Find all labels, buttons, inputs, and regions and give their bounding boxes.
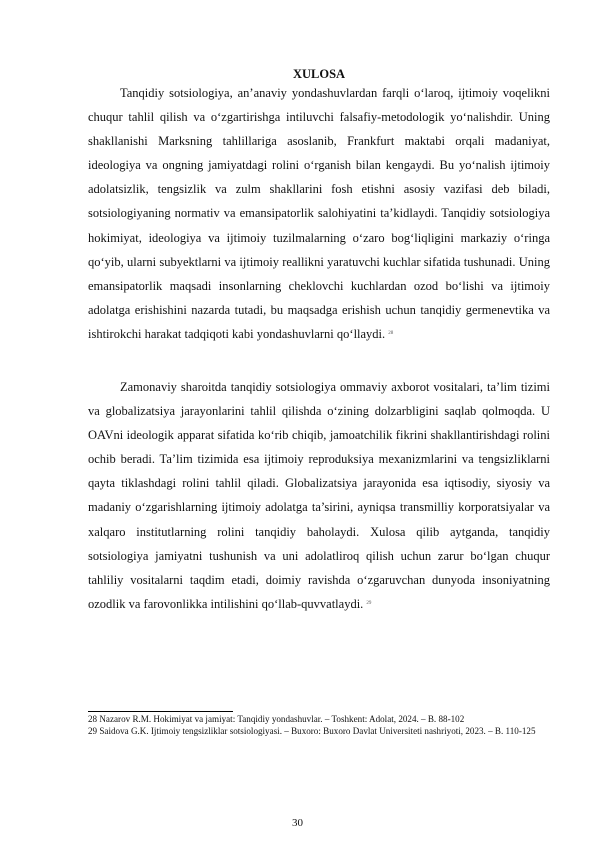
section-title: XULOSA [292,67,346,81]
body-paragraph-1 [88,81,550,346]
footnote-divider [88,711,233,712]
footnotes [88,714,550,737]
footnote-29: 29 Saidova G.K. Ijtimoiy tengsizliklar sotsiologiyasi. – Buxoro: Buxoro Davlat Universiteti nashriyoti, 2023. – B. 110-125 [88,725,536,736]
footnote-28: 28 Nazarov R.M. Hokimiyat va jamiyat: Tanqidiy yondashuvlar. – Toshkent: Adolat, 2024. – B. 88-102 [88,714,465,724]
paragraph-2-text: Zamonaviy sharoitda tanqidiy sotsiologiya ommaviy axborot vositalari, ta’lim tizimi va globalizatsiya jarayonlarini tahlil qilishda o‘zining dolzarbligini saqlab qolmoqda. U OAVni ideologik apparat sifatida ko‘rib chiqib, jamoatchilik fikrini shakllantirishdagi rolini ochib beradi. Ta’lim tizimida esa ijtimoiy reproduksiya mexanizmlarini va tengsizliklarni qayta tiklashdagi rolini tahlil qiladi. Globalizatsiya jarayonida esa iqtisodiy, siyosiy va madaniy o‘zgarishlarning ijtimoiy adolatga ta’sirini, ayniqsa transmilliy korporatsiyalar va xalqaro institutlarning rolini tanqidiy baholaydi. Xulosa qilib aytganda, tanqidiy sotsiologiya jamiyatni tushunish va uni adolatliroq qilish uchun zarur bo‘lgan chuqur tahliliy vositalarni taqdim etadi, doimiy ravishda o‘zgaruvchan dunyoda insoniyatning ozodlik va farovonlikka intilishini qo‘llab-quvvatlaydi. [88,380,550,611]
body-paragraph-2 [88,375,550,616]
page-number: 30 [292,817,303,829]
footnote-ref-29[interactable]: 29 [366,600,372,606]
footnote-ref-28[interactable]: 28 [388,330,394,336]
paragraph-1-text: Tanqidiy sotsiologiya, an’anaviy yondashuvlardan farqli o‘laroq, ijtimoiy voqelikni chuqur tahlil qilish va o‘zgartirishga intiluvchi falsafiy-metodologik yo‘nalishdir. Uning shakllanishi Marksning tahlillariga asoslanib, Frankfurt maktabi orqali madaniyat, ideologiya va ongning jamiyatdagi rolini o‘rganish bilan kengaydi. Bu yo‘nalish ijtimoiy adolatsizlik, tengsizlik va zulm shakllarini fosh etishni asosiy vazifasi deb biladi, sotsiologiyaning normativ va emansipatorlik salohiyatini ta’kidlaydi. Tanqidiy sotsiologiya hokimiyat, ideologiya va ijtimoiy tuzilmalarning o‘zaro bog‘liqligini markaziy o‘ringa qo‘yib, ularni subyektlarni va ijtimoiy reallikni yaratuvchi kuchlar sifatida tushunadi. Uning emansipatorlik maqsadi insonlarning cheklovchi kuchlardan ozod bo‘lishi va ijtimoiy adolatga erishishini nazarda tutadi, bu maqsadga erishish uchun tanqidiy germenevtika va ishtirokchi harakat tadqiqoti kabi yondashuvlarni qo‘llaydi. [88,86,550,341]
